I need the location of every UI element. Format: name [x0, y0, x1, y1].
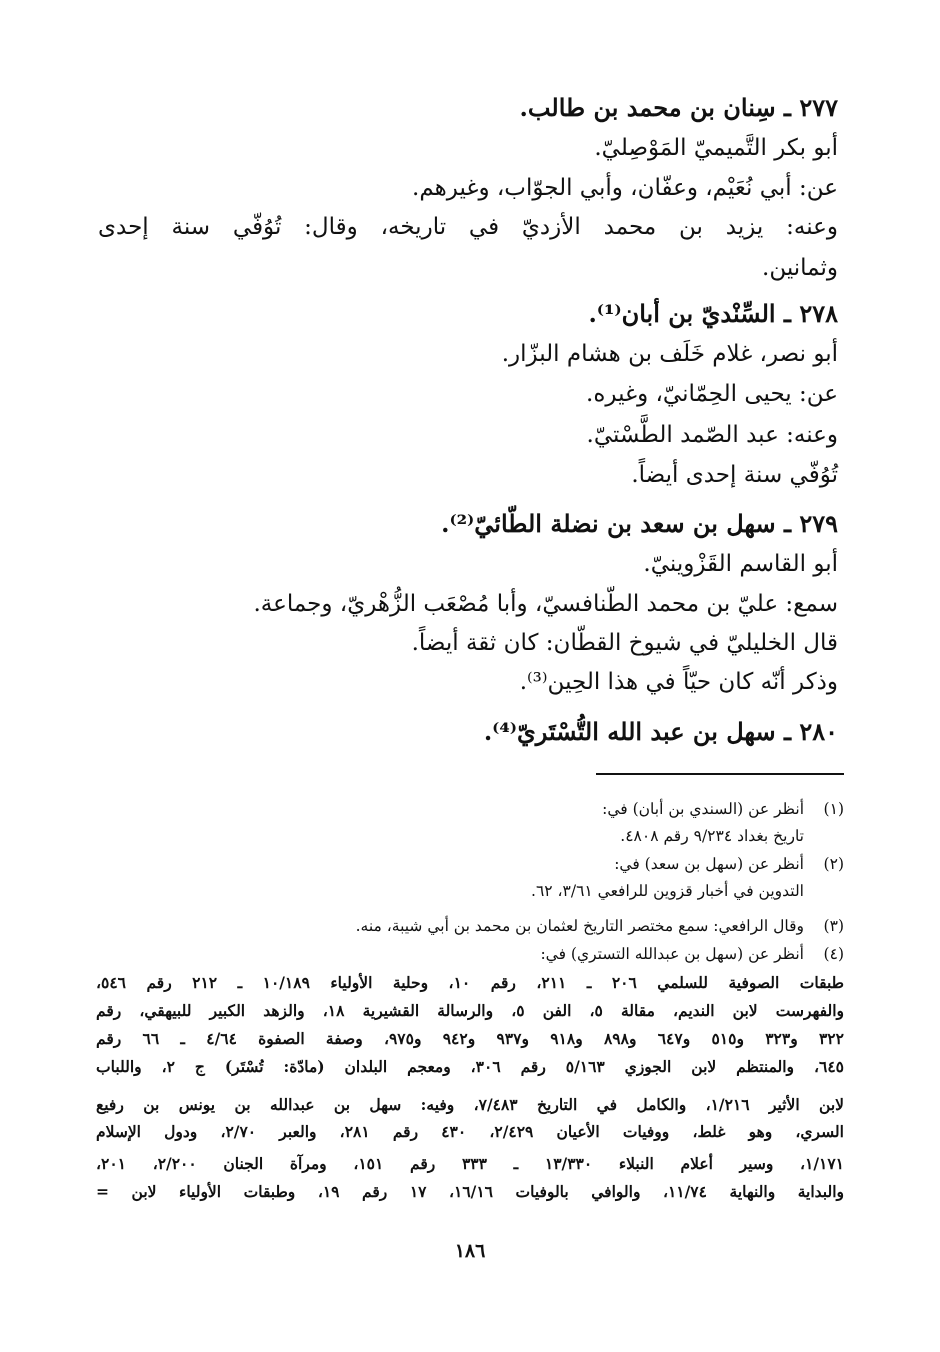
- entry-277-line-1: أبو بكر التَّميميّ المَوْصِليّ.: [594, 135, 838, 161]
- footnote-3-line-1: وقال الرافعي: سمع مختصر التاريخ لعثمان بن محمد بن أبي شيبة، منه.: [355, 917, 804, 935]
- footnote-4-line-1: أنظر عن (سهل بن عبدالله التستري) في:: [540, 945, 804, 963]
- footnote-1-line-2: تاريخ بغداد ٩/٢٣٤ رقم ٤٨٠٨.: [620, 827, 804, 845]
- footnote-2-line-2: التدوين في أخبار قزوين للرافعي ٣/٦١، ٦٢.: [531, 882, 804, 900]
- footnote-4-line-9: والبداية والنهاية ١١/٧٤، والوافي بالوفيات ١٦/١٦، ١٧ رقم ١٩، وطبقات الأولياء لابن =: [96, 1182, 844, 1201]
- footnote-4-line-6: لابن الأثير ١/٢١٦، والكامل في التاريخ ٧/٤٨٣، وفيه: سهل بن عبدالله بن يونس بن رفيع: [96, 1095, 844, 1114]
- footnote-3: [356, 914, 844, 938]
- entry-279-line-1: أبو القاسم القَزْوينيّ.: [643, 551, 838, 577]
- footnote-4-line-3: والفهرست لابن النديم، مقالة ٥، الفن ٥، والرسالة القشيرية ١٨، والزهد الكبير للبيهقي، رقم: [96, 1001, 845, 1020]
- entry-278-line-1: أبو نصر، غلام خَلَف بن هشام البزّار.: [501, 341, 838, 367]
- footnote-separator: [596, 773, 844, 775]
- footnote-2-line-1: أنظر عن (سهل بن سعد) في:: [614, 855, 804, 873]
- entry-277-line-2: عن: أبي نُعَيْم، وعفّان، وأبي الجوّاب، وغيرهم.: [412, 175, 838, 201]
- entry-280-heading: ٢٨٠ ـ سهل بن عبد الله التُّسْتَريّ⁽⁴⁾.: [483, 717, 838, 746]
- footnote-2-number: (٢): [823, 855, 844, 873]
- footnote-3-number: (٣): [823, 917, 844, 935]
- entry-277-heading: ٢٧٧ ـ سِنان بن محمد بن طالب.: [519, 93, 838, 122]
- page-number: ١٨٦: [454, 1240, 486, 1262]
- footnote-4-line-5: ٦٤٥، والمنتظم لابن الجوزي ٥/١٦٣ رقم ٣٠٦، ومعجم البلدان (مادّة: تُسْتَر) ج ٢، واللباب: [96, 1057, 844, 1076]
- entry-277-line-4: وثمانين.: [762, 255, 838, 281]
- entry-277-line-3: وعنه: يزيد بن محمد الأزديّ في تاريخه، وقال: تُوُفّي سنة إحدى: [98, 214, 838, 240]
- entry-278-heading: ٢٧٨ ـ السِّنْديّ بن أبان⁽¹⁾.: [588, 299, 838, 328]
- footnote-1-number: (١): [823, 800, 844, 818]
- entry-279-line-2: سمع: عليّ بن محمد الطّنافسيّ، وأبا مُصْعَب الزُّهْريّ، وجماعة.: [253, 591, 838, 617]
- footnote-1: [602, 797, 844, 821]
- entry-279-line-3: قال الخليليّ في شيوخ القطّان: كان ثقة أيضاً.: [411, 630, 838, 656]
- footnote-4-line-8: ١/١٧١، وسير أعلام النبلاء ١٣/٣٣٠ ـ ٣٣٣ رقم ١٥١، ومرآة الجنان ٢/٢٠٠، ٢٠١،: [96, 1154, 844, 1173]
- entry-278-line-2: عن: يحيى الحِمّانيّ، وغيره.: [586, 381, 838, 407]
- footnote-4-number: (٤): [823, 945, 844, 963]
- footnote-4-line-4: ٣٢٢ و٣٢٣ و٥١٥ و٦٤٧ و٨٩٨ و٩١٨ و٩٣٧ و٩٤٢ و٩٧٥، وصفة الصفوة ٤/٦٤ ـ ٦٦ رقم: [96, 1029, 844, 1048]
- footnote-4: [540, 942, 844, 966]
- entry-278-line-3: وعنه: عبد الصّمد الطَّسْتيّ.: [586, 422, 838, 448]
- footnote-2: [614, 852, 844, 876]
- entry-278-line-4: تُوُفّي سنة إحدى أيضاً.: [631, 462, 838, 488]
- footnote-4-line-7: السري، وهو غلط، ووفيات الأعيان ٢/٤٢٩، ٤٣٠ رقم ٢٨١، والعبر ٢/٧٠، ودول الإسلام: [96, 1122, 844, 1141]
- entry-279-line-4: وذكر أنّه كان حيّاً في هذا الحِين⁽³⁾.: [519, 669, 838, 695]
- entry-279-heading: ٢٧٩ ـ سهل بن سعد بن نضلة الطّائيّ⁽²⁾.: [441, 509, 838, 538]
- footnote-4-line-2: طبقات الصوفية للسلمي ٢٠٦ ـ ٢١١، رقم ١٠، وحلية الأولياء ١٠/١٨٩ ـ ٢١٢ رقم ٥٤٦،: [96, 973, 844, 992]
- footnote-1-line-1: أنظر عن (السندي بن أبان) في:: [602, 800, 804, 818]
